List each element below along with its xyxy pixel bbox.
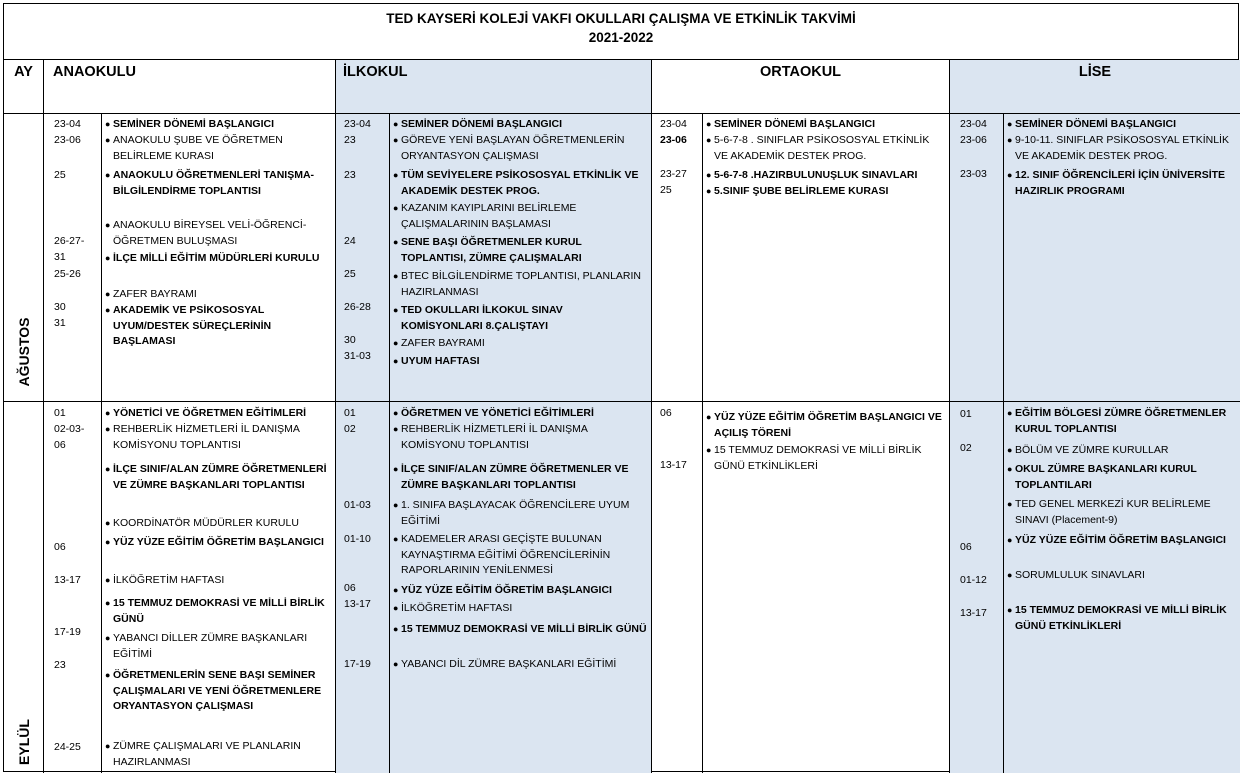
event-item: ● YÜZ YÜZE EĞİTİM ÖĞRETİM BAŞLANGICI	[105, 536, 324, 548]
event-item: ● SEMİNER DÖNEMİ BAŞLANGICI	[105, 118, 275, 130]
event-item: ● 5.SINIF ŞUBE BELİRLEME KURASI	[706, 185, 889, 197]
date: 13-17	[344, 598, 371, 610]
event-item: ● 5-6-7-8 . SINIFLAR PSİKOSOSYAL ETKİNLİK VE AKADEMİK DESTEK PROG.	[706, 134, 930, 162]
event-item: ● TED GENEL MERKEZİ KUR BELİRLEME SINAVI (Placement-9)	[1007, 498, 1211, 526]
event-item: ● 5-6-7-8 .HAZIRBULUNUŞLUK SINAVLARI	[706, 169, 918, 181]
event-item: ● YÜZ YÜZE EĞİTİM ÖĞRETİM BAŞLANGICI VE AÇILIŞ TÖRENİ	[706, 411, 942, 439]
event-item: ● REHBERLİK HİZMETLERİ İL DANIŞMA KOMİSYONU TOPLANTISI	[393, 423, 588, 451]
event-item: ● ÖĞRETMENLERİN SENE BAŞI SEMİNER ÇALIŞMALARI VE YENİ ÖĞRETMENLERE ORYANTASYON ÇALIŞMASI	[105, 669, 322, 712]
event-item: ● SENE BAŞI ÖĞRETMENLER KURUL TOPLANTISI, ZÜMRE ÇALIŞMALARI	[393, 236, 582, 264]
date: 23-04	[344, 118, 371, 130]
date: 06	[960, 541, 972, 553]
date: 01-12	[960, 574, 987, 586]
calendar-table	[3, 3, 1239, 772]
event-item: ● İLÇE MİLLİ EĞİTİM MÜDÜRLERİ KURULU	[105, 252, 320, 264]
date: 23-03	[960, 168, 987, 180]
title-line-2: 2021-2022	[588, 30, 654, 45]
date: 06	[54, 541, 66, 553]
date: 01	[54, 407, 66, 419]
date: 13-17	[660, 459, 687, 471]
header-lise: LİSE	[950, 60, 1240, 114]
event-item: ● KAZANIM KAYIPLARINI BELİRLEME ÇALIŞMALARININ BAŞLAMASI	[393, 202, 577, 230]
date: 01-03	[344, 499, 371, 511]
date: 01-10	[344, 533, 371, 545]
date: 23	[344, 169, 356, 181]
month-eylul-label: EYLÜL	[15, 719, 32, 765]
date: 30	[54, 301, 66, 313]
event-item: ● ANAOKULU BİREYSEL VELİ-ÖĞRENCİ-ÖĞRETMEN BULUŞMASI	[105, 219, 307, 247]
event-item: ● İLÇE SINIF/ALAN ZÜMRE ÖĞRETMENLERİ VE ZÜMRE BAŞKANLARI TOPLANTISI	[105, 463, 327, 491]
date: 23-06	[660, 134, 687, 146]
agustos-anaokulu-cell	[44, 114, 336, 402]
date-divider	[389, 402, 390, 773]
date-divider	[101, 402, 102, 773]
date: 31	[54, 251, 66, 263]
eylul-ortaokul-cell	[652, 402, 950, 773]
event-item: ● YÜZ YÜZE EĞİTİM ÖĞRETİM BAŞLANGICI	[393, 584, 612, 596]
eylul-lise-cell	[950, 402, 1240, 773]
header-ilkokul: İLKOKUL	[336, 60, 652, 114]
event-item: ● 15 TEMMUZ DEMOKRASİ VE MİLLİ BİRLİK GÜNÜ	[105, 597, 325, 625]
event-item: ● OKUL ZÜMRE BAŞKANLARI KURUL TOPLANTILARI	[1007, 463, 1197, 491]
event-item: ● YABANCI DİLLER ZÜMRE BAŞKANLARI EĞİTİMİ	[105, 632, 308, 660]
date: 23-04	[660, 118, 687, 130]
date: 25-26	[54, 268, 81, 280]
date: 25	[660, 184, 672, 196]
event-item: ● SEMİNER DÖNEMİ BAŞLANGICI	[393, 118, 563, 130]
agustos-ortaokul-cell	[652, 114, 950, 402]
date-divider	[702, 114, 703, 401]
event-item: ● ÖĞRETMEN VE YÖNETİCİ EĞİTİMLERİ	[393, 407, 594, 419]
date: 23-04	[54, 118, 81, 130]
date: 01	[344, 407, 356, 419]
date: 06	[344, 582, 356, 594]
event-item: ● SEMİNER DÖNEMİ BAŞLANGICI	[706, 118, 876, 130]
event-item: ● ZÜMRE ÇALIŞMALARI VE PLANLARIN HAZIRLANMASI	[105, 740, 301, 768]
event-item: ● TED OKULLARI İLKOKUL SINAV KOMİSYONLARI 8.ÇALIŞTAYI	[393, 304, 563, 332]
date: 26-27-	[54, 235, 85, 247]
event-item: ● SEMİNER DÖNEMİ BAŞLANGICI	[1007, 118, 1177, 130]
agustos-lise-cell	[950, 114, 1240, 402]
event-item: ● 1. SINIFA BAŞLAYACAK ÖĞRENCİLERE UYUM EĞİTİMİ	[393, 499, 630, 527]
event-item: ● YÖNETİCİ VE ÖĞRETMEN EĞİTİMLERİ	[105, 407, 307, 419]
event-item: ● 9-10-11. SINIFLAR PSİKOSOSYAL ETKİNLİK VE AKADEMİK DESTEK PROG.	[1007, 134, 1229, 162]
date: 31	[54, 317, 66, 329]
date: 31-03	[344, 350, 371, 362]
event-item: ● BTEC BİLGİLENDİRME TOPLANTISI, PLANLARIN HAZIRLANMASI	[393, 270, 642, 298]
date: 06	[54, 439, 66, 451]
event-item: ● 15 TEMMUZ DEMOKRASİ VE MİLLİ BİRLİK GÜNÜ ETKİNLİKLERİ	[1007, 604, 1227, 632]
event-item: ● AKADEMİK VE PSİKOSOSYAL UYUM/DESTEK SÜREÇLERİNİN BAŞLAMASI	[105, 304, 272, 347]
date-divider	[1003, 114, 1004, 401]
date-divider	[1003, 402, 1004, 773]
event-item: ● GÖREVE YENİ BAŞLAYAN ÖĞRETMENLERİN ORYANTASYON ÇALIŞMASI	[393, 134, 625, 162]
date: 17-19	[344, 658, 371, 670]
event-item: ● ANAOKULU ÖĞRETMENLERİ TANIŞMA-BİLGİLENDİRME TOPLANTISI	[105, 169, 315, 197]
date: 24-25	[54, 741, 81, 753]
date: 02-03-	[54, 423, 85, 435]
date: 13-17	[960, 607, 987, 619]
date: 02	[960, 442, 972, 454]
date: 13-17	[54, 574, 81, 586]
event-item: ● KADEMELER ARASI GEÇİŞTE BULUNAN KAYNAŞTIRMA EĞİTİMİ ÖĞRENCİLERİNİN RAPORLARININ YENİLENMESİ	[393, 533, 611, 576]
date: 24	[344, 235, 356, 247]
event-item: ● YABANCI DİL ZÜMRE BAŞKANLARI EĞİTİMİ	[393, 658, 617, 670]
event-item: ● TÜM SEVİYELERE PSİKOSOSYAL ETKİNLİK VE AKADEMİK DESTEK PROG.	[393, 169, 639, 197]
month-agustos-label: AĞUSTOS	[15, 317, 32, 387]
page-title	[4, 4, 1238, 60]
eylul-ilkokul-cell	[336, 402, 652, 773]
event-item: ● EĞİTİM BÖLGESİ ZÜMRE ÖĞRETMENLER KURUL TOPLANTISI	[1007, 407, 1227, 435]
title-line-1: TED KAYSERİ KOLEJİ VAKFI OKULLARI ÇALIŞMA VE ETKİNLİK TAKVİMİ	[386, 11, 856, 26]
header-anaokulu: ANAOKULU	[44, 60, 336, 114]
date: 23-04	[960, 118, 987, 130]
month-agustos	[4, 114, 44, 402]
date: 26-28	[344, 301, 371, 313]
date: 23	[344, 134, 356, 146]
event-item: ● UYUM HAFTASI	[393, 355, 480, 367]
date: 23-06	[960, 134, 987, 146]
date: 30	[344, 334, 356, 346]
date-divider	[702, 402, 703, 773]
event-item: ● ZAFER BAYRAMI	[105, 288, 197, 300]
header-ortaokul: ORTAOKUL	[652, 60, 950, 114]
event-item: ● İLKÖĞRETİM HAFTASI	[105, 574, 225, 586]
event-item: ● 15 TEMMUZ DEMOKRASİ VE MİLLİ BİRLİK GÜNÜ ETKİNLİKLERİ	[706, 444, 922, 472]
date: 23-06	[54, 134, 81, 146]
date: 01	[960, 408, 972, 420]
event-item: ● YÜZ YÜZE EĞİTİM ÖĞRETİM BAŞLANGICI	[1007, 534, 1226, 546]
date: 25	[344, 268, 356, 280]
event-item: ● 15 TEMMUZ DEMOKRASİ VE MİLLİ BİRLİK GÜNÜ	[393, 623, 647, 635]
event-item: ● 12. SINIF ÖĞRENCİLERİ İÇİN ÜNİVERSİTE HAZIRLIK PROGRAMI	[1007, 169, 1226, 197]
date: 02	[344, 423, 356, 435]
event-item: ● BÖLÜM VE ZÜMRE KURULLAR	[1007, 444, 1169, 456]
event-item: ● KOORDİNATÖR MÜDÜRLER KURULU	[105, 517, 299, 529]
date-divider	[101, 114, 102, 401]
event-item: ● REHBERLİK HİZMETLERİ İL DANIŞMA KOMİSYONU TOPLANTISI	[105, 423, 300, 451]
date: 25	[54, 169, 66, 181]
event-item: ● İLKÖĞRETİM HAFTASI	[393, 602, 513, 614]
event-item: ● ZAFER BAYRAMI	[393, 337, 485, 349]
eylul-anaokulu-cell	[44, 402, 336, 773]
date: 23	[54, 659, 66, 671]
header-ay: AY	[4, 60, 44, 114]
date: 23-27	[660, 168, 687, 180]
event-item: ● İLÇE SINIF/ALAN ZÜMRE ÖĞRETMENLER VE ZÜMRE BAŞKANLARI TOPLANTISI	[393, 463, 629, 491]
date: 17-19	[54, 626, 81, 638]
date-divider	[389, 114, 390, 401]
event-item: ● SORUMLULUK SINAVLARI	[1007, 569, 1145, 581]
agustos-ilkokul-cell	[336, 114, 652, 402]
month-eylul	[4, 402, 44, 773]
event-item: ● ANAOKULU ŞUBE VE ÖĞRETMEN BELİRLEME KURASI	[105, 134, 283, 162]
date: 06	[660, 407, 672, 419]
